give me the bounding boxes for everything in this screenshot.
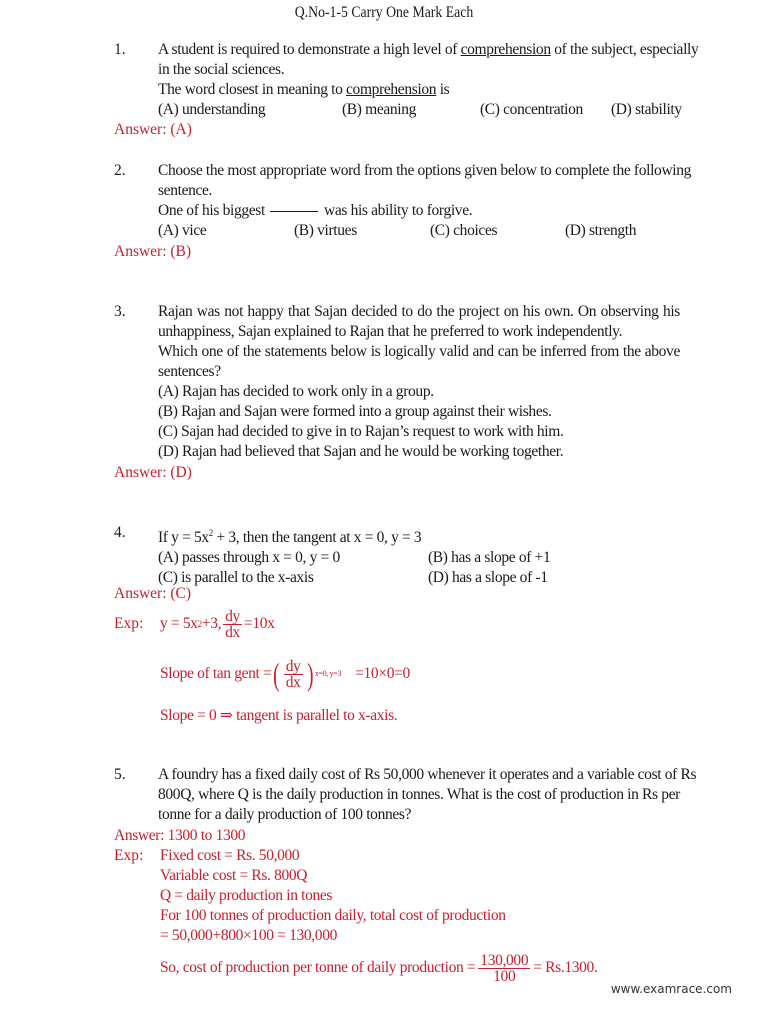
question-text-line: Rajan was not happy that Sajan decided to do the project on his own. On observing his	[158, 303, 680, 320]
cost-fraction: $\frac{130,000}{100}$	[480, 951, 529, 985]
question-body	[158, 302, 680, 462]
question-body	[158, 523, 680, 588]
question-text-line: tonne for a daily production of 100 tonnes?	[158, 806, 412, 823]
option-a: (A) passes through x = 0, y = 0	[158, 549, 340, 566]
option-d: (D) has a slope of -1	[428, 569, 548, 586]
options-row	[158, 568, 680, 588]
option-a: (A) understanding	[158, 101, 266, 118]
answer-label: Answer: 1300 to 1300	[114, 827, 246, 844]
explanation-line: For 100 tonnes of production daily, total cost of production	[160, 907, 506, 924]
options-row	[158, 100, 680, 120]
explanation-line: = 50,000+800×100 = 130,000	[160, 927, 337, 944]
question-text-line: in the social sciences.	[158, 61, 285, 78]
question-number: 3.	[114, 303, 126, 320]
option-d: (D) stability	[611, 101, 682, 118]
option-b: (B) has a slope of +1	[428, 549, 551, 566]
answer-label: Answer: (C)	[114, 585, 192, 602]
question-text-line: A foundry has a fixed daily cost of Rs 50,000 whenever it operates and a variable cost of Rs	[158, 766, 697, 783]
section-heading: Q.No-1-5 Carry One Mark Each	[294, 4, 474, 21]
derivative-fraction: $\frac{dy}{dx}$	[225, 607, 240, 641]
website-url: www.examrace.com	[610, 982, 732, 996]
slope-conclusion: Slope = 0 ⇒ tangent is parallel to x-axis.	[160, 707, 398, 724]
option-c: (C) Sajan had decided to give in to Rajan’s request to work with him.	[158, 423, 564, 440]
question-number: 1.	[114, 41, 126, 58]
option-a: (A) vice	[158, 222, 207, 239]
question-text-line: 800Q, where Q is the daily production in tonnes. What is the cost of production in Rs per	[158, 786, 680, 803]
evaluated-derivative: ( $\frac{dy}{dx}$ ) x=0, y=3	[273, 656, 342, 692]
derivative-equation: y = 5x 2 +3, $\frac{dy}{dx}$ =10x	[160, 607, 275, 641]
answer-label: Answer: (D)	[114, 464, 192, 481]
option-d: (D) strength	[565, 222, 637, 239]
options-row	[158, 548, 680, 568]
option-b: (B) virtues	[294, 222, 357, 239]
question-number: 4.	[114, 524, 126, 541]
option-a: (A) Rajan has decided to work only in a group.	[158, 383, 434, 400]
fill-blank	[270, 211, 318, 212]
question-body	[158, 40, 699, 120]
question-text-line: sentence.	[158, 182, 213, 199]
cost-per-tonne-equation: So, cost of production per tonne of daily production = $\frac{130,000}{100}$ = Rs.1300.	[160, 951, 598, 985]
question-text-line: Choose the most appropriate word from the options given below to complete the following	[158, 162, 692, 179]
option-b: (B) Rajan and Sajan were formed into a group against their wishes.	[158, 403, 552, 420]
question-text-line: A student is required to demonstrate a high level of comprehension of the subject, especially	[158, 41, 699, 58]
explanation-label: Exp:	[114, 847, 144, 864]
option-b: (B) meaning	[342, 101, 417, 118]
question-text-line: sentences?	[158, 363, 221, 380]
explanation-line: Q = daily production in tones	[160, 887, 333, 904]
options-row	[158, 221, 680, 241]
question-number: 2.	[114, 162, 126, 179]
question-text-line: unhappiness, Sajan explained to Rajan that he preferred to work independently.	[158, 323, 623, 340]
explanation-body	[160, 846, 506, 946]
question-text-line: One of his biggest was his ability to forgive.	[158, 202, 473, 219]
question-text-line: The word closest in meaning to comprehension is	[158, 81, 450, 98]
question-number: 5.	[114, 766, 126, 783]
option-c: (C) concentration	[480, 101, 583, 118]
answer-label: Answer: (A)	[114, 121, 192, 138]
question-text-line: Which one of the statements below is logically valid and can be inferred from the above	[158, 343, 680, 360]
explanation-line: Fixed cost = Rs. 50,000	[160, 847, 300, 864]
question-body	[158, 161, 692, 241]
question-text-line: If $y = 5x^2 + 3$, then the tangent at x = 0, y = 3	[158, 528, 422, 546]
explanation-line: Variable cost = Rs. 800Q	[160, 867, 308, 884]
explanation-label: Exp:	[114, 615, 144, 632]
question-body	[158, 765, 697, 825]
answer-label: Answer: (B)	[114, 243, 192, 260]
slope-equation: Slope of tan gent = ( $\frac{dy}{dx}$ ) x=0, y=3 =10×0=0	[160, 656, 410, 692]
option-c: (C) choices	[430, 222, 498, 239]
option-d: (D) Rajan had believed that Sajan and he would be working together.	[158, 443, 564, 460]
option-c: (C) is parallel to the x-axis	[158, 569, 314, 586]
